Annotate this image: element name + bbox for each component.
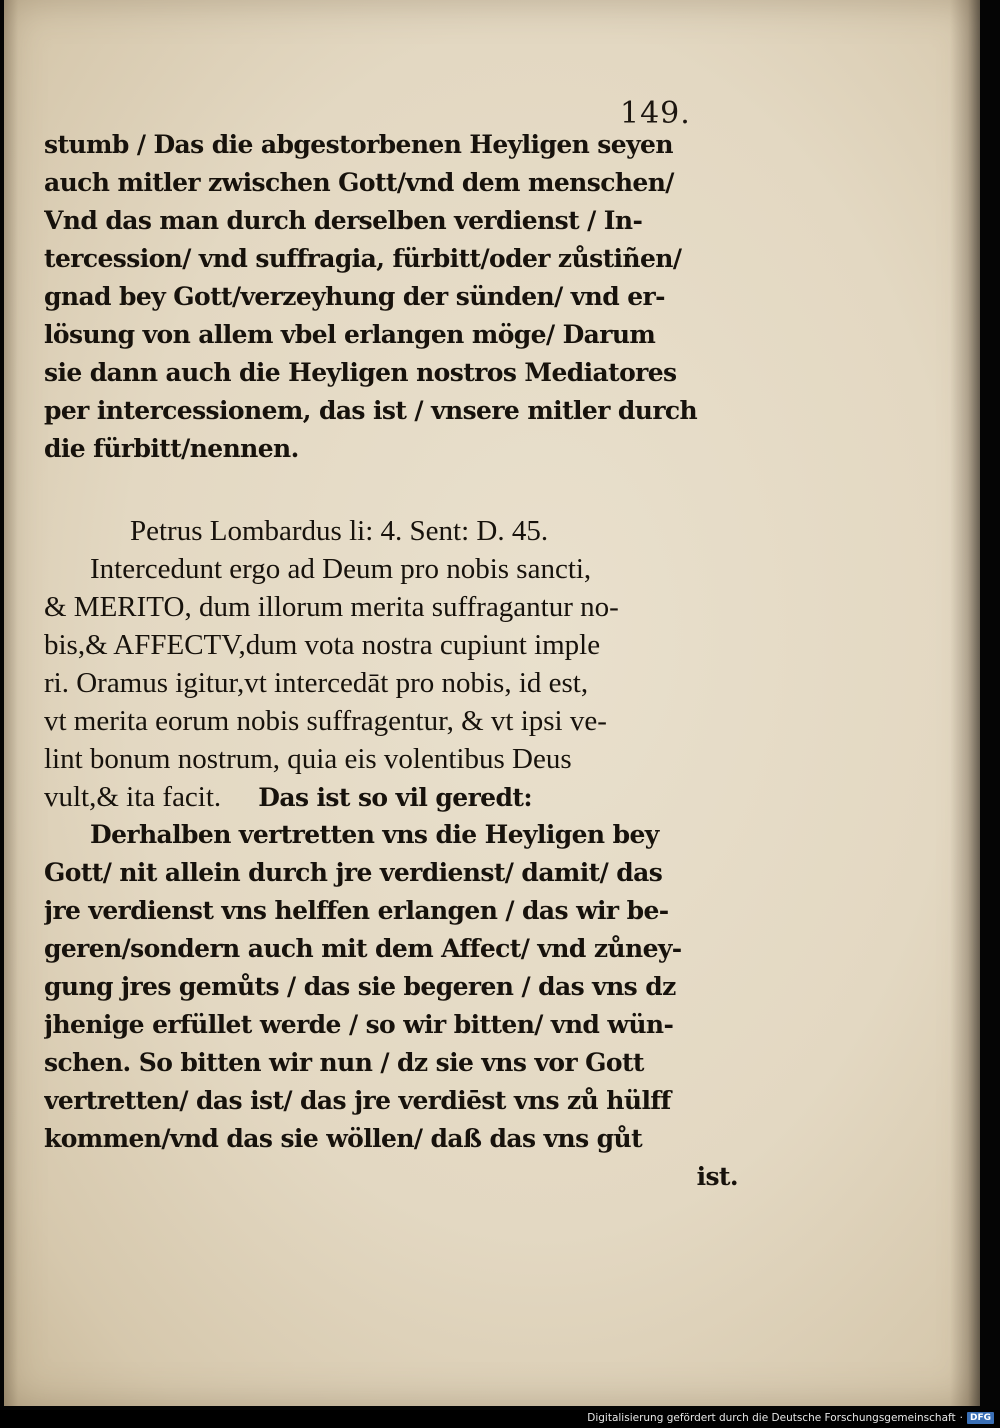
german-line: Derhalben vertretten vns die Heyligen bey bbox=[90, 820, 659, 849]
citation-heading: Petrus Lombardus li: 4. Sent: D. 45. bbox=[130, 515, 549, 547]
paragraph-gap bbox=[44, 468, 744, 512]
latin-line-with-tail bbox=[44, 778, 744, 816]
german-line: geren/sondern auch mit dem Affect/ vnd zůney- bbox=[44, 934, 682, 963]
latin-tail: Das ist so vil geredt: bbox=[258, 783, 532, 812]
text-line: Vnd das man durch derselben verdienst / In- bbox=[44, 206, 643, 235]
latin-line: lint bonum nostrum, quia eis volentibus Deus bbox=[44, 743, 572, 775]
digitization-credit bbox=[587, 1410, 994, 1426]
german-line: jhenige erfüllet werde / so wir bitten/ vnd wün- bbox=[44, 1010, 674, 1039]
latin-line: & MERITO, dum illorum merita suffragantur no- bbox=[44, 591, 619, 623]
text-line: sie dann auch die Heyligen nostros Mediatores bbox=[44, 358, 677, 387]
page-number: 149. bbox=[620, 96, 691, 131]
german-line: Gott/ nit allein durch jre verdienst/ damit/ das bbox=[44, 858, 663, 887]
dfg-logo-icon: DFG bbox=[967, 1412, 994, 1424]
text-line: auch mitler zwischen Gott/vnd dem menschen/ bbox=[44, 168, 674, 197]
latin-line: ri. Oramus igitur,vt intercedāt pro nobis, id est, bbox=[44, 667, 589, 699]
text-line: die fürbitt/nennen. bbox=[44, 434, 299, 463]
page-gutter-shadow bbox=[4, 0, 18, 1406]
last-word: ist. bbox=[696, 1162, 738, 1191]
latin-line: Intercedunt ergo ad Deum pro nobis sancti, bbox=[90, 553, 592, 585]
book-page bbox=[4, 0, 980, 1406]
text-line: tercession/ vnd suffragia, fürbitt/oder zůstiñen/ bbox=[44, 244, 682, 273]
german-line: gung jres gemůts / das sie begeren / das vns dz bbox=[44, 972, 676, 1001]
german-line: schen. So bitten wir nun / dz sie vns vor Gott bbox=[44, 1048, 644, 1077]
text-line: gnad bey Gott/verzeyhung der sünden/ vnd er- bbox=[44, 282, 665, 311]
german-line: vertretten/ das ist/ das jre verdiēst vns zů hülff bbox=[44, 1086, 671, 1115]
text-line: stumb / Das die abgestorbenen Heyligen seyen bbox=[44, 130, 673, 159]
credit-text: Digitalisierung gefördert durch die Deutsche Forschungsgemeinschaft bbox=[587, 1412, 956, 1424]
text-line: lösung von allem vbel erlangen möge/ Darum bbox=[44, 320, 656, 349]
latin-line: vt merita eorum nobis suffragentur, & vt ipsi ve- bbox=[44, 705, 607, 737]
page-edge-shadow bbox=[950, 0, 980, 1406]
separator-dot: · bbox=[959, 1412, 963, 1424]
latin-line: bis,& AFFECTV,dum vota nostra cupiunt imple bbox=[44, 629, 601, 661]
latin-line-end: vult,& ita facit. bbox=[44, 781, 222, 813]
text-block bbox=[44, 126, 744, 1196]
text-line: per intercessionem, das ist / vnsere mitler durch bbox=[44, 396, 698, 425]
german-line: jre verdienst vns helffen erlangen / das wir be- bbox=[44, 896, 669, 925]
german-line: kommen/vnd das sie wöllen/ daß das vns gůt bbox=[44, 1124, 643, 1153]
